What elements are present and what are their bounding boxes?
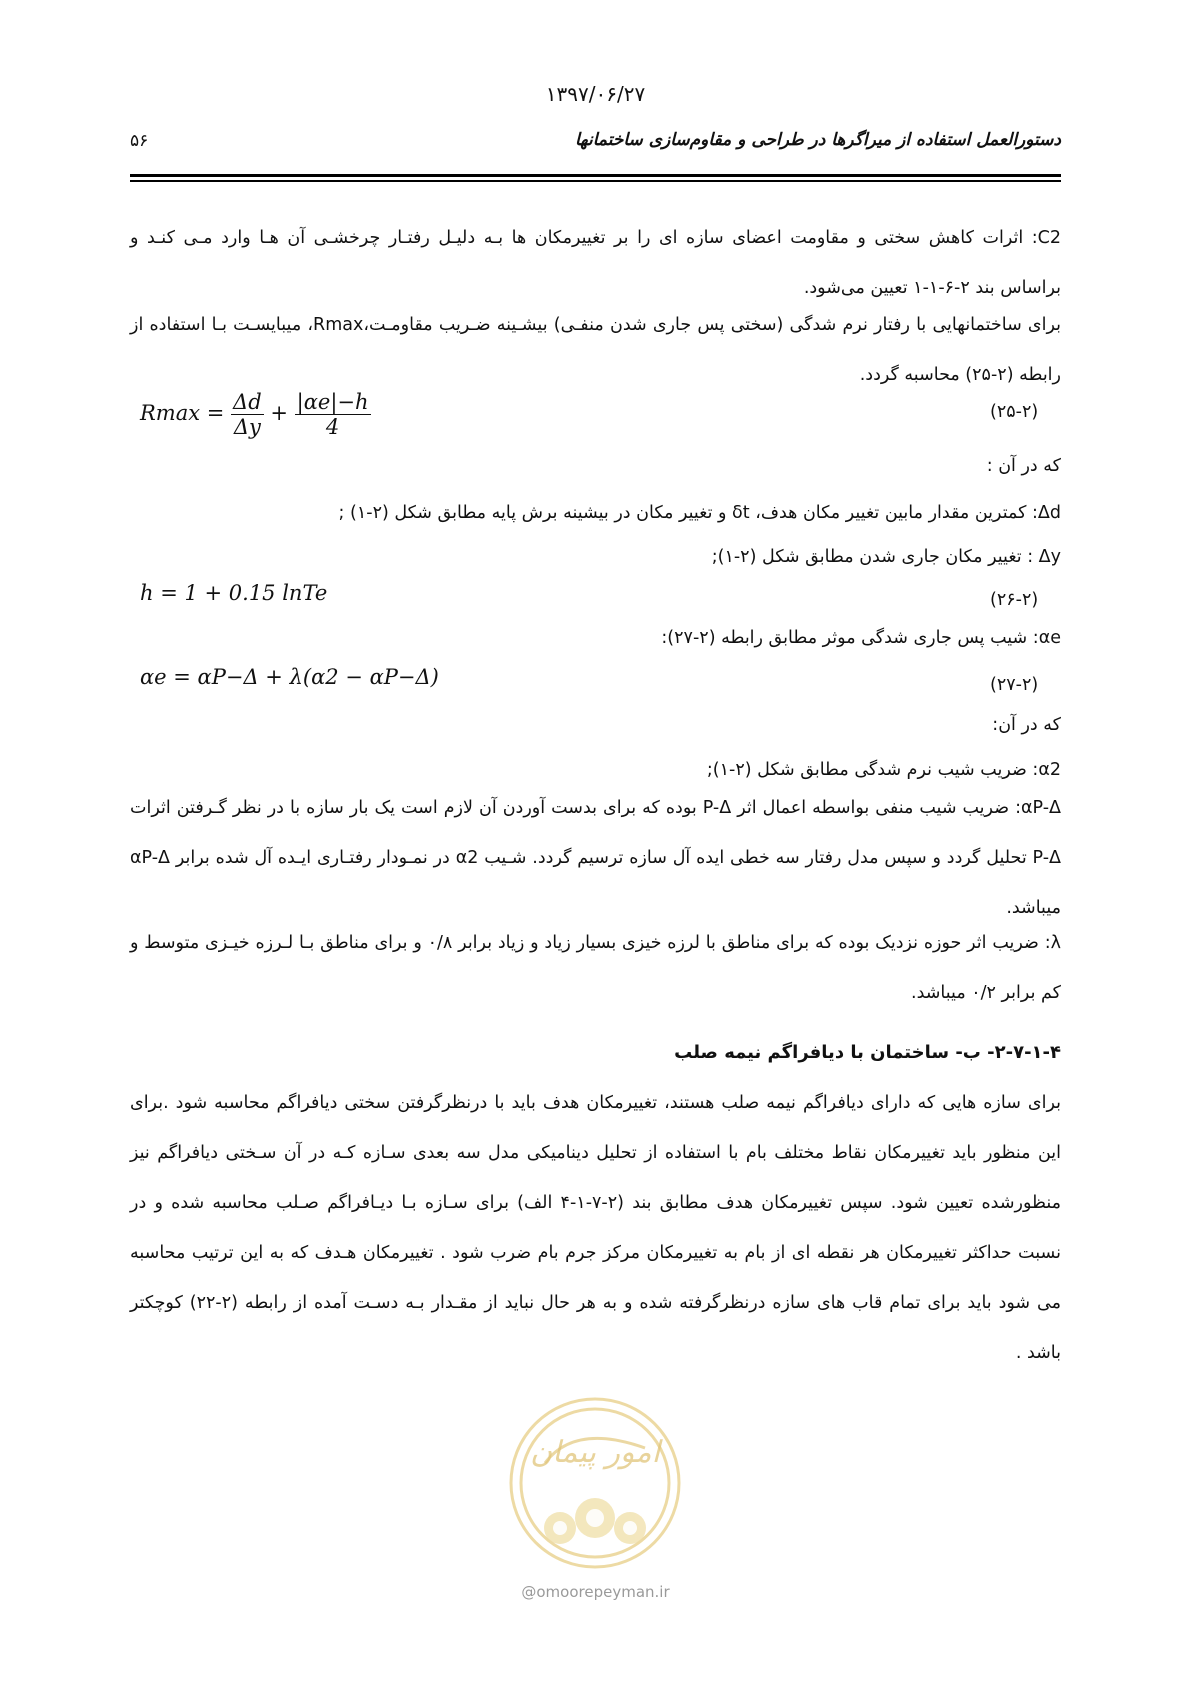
section-paragraph: برای سازه هایی که دارای دیافراگم نیمه صلب هستند، تغییرمکان هدف باید با درنظرگرفتن سختی دیافراگم محاسبه شود .برای این منظور باید تغییرمکان نقاط مختلف بام با استفاده از تحلیل دینامیکی مدل سه بعدی سـازه کـه در آن سـختی دیافراگم نیز منظورشده تعیین شود. سپس تغییرمکان هدف مطابق بند (۲-۷-۱-۴ الف) برای سـازه بـا دیـافراگم صـلب محاسبه شده و در نسبت حداکثر تغییرمکان هر نقطه ای از بام به تغییرمکان مرکز جرم بام ضرب شود . تغییرمکان هـدف که به این ترتیب محاسبه می شود باید برای تمام قاب های سازه درنظرگرفته شده و به هر حال نباید از مقـدار بـه دسـت آمده از رابطه (۲-۲۲) کوچکتر باشد . — [130, 1093, 1061, 1363]
alpha-p-delta-definition: αP-Δ: ضریب شیب منفی بواسطه اعمال اثر P-Δ بوده که برای بدست آوردن آن لازم است یک بار سازه با در نظر گـرفتن اثرات P-Δ تحلیل گردد و سپس مدل رفتار سه خطی ایده آل سازه ترسیم گردد. شـیب α2 در نمـودار رفتـاری ایـده آل شده برابر αP-Δ میباشد. — [130, 798, 1061, 918]
equation-25-label: (۲۵-۲) — [990, 402, 1039, 422]
eq25-frac2-den: 4 — [325, 415, 340, 439]
header-rule-thin — [130, 180, 1061, 182]
equation-26: h = 1 + 0.15 lnTe — [140, 581, 328, 605]
page-number: ۵۶ — [130, 131, 149, 151]
equation-25 — [140, 390, 371, 439]
equation-27: αe = αP−Δ + λ(α2 − αP−Δ) — [140, 665, 439, 689]
watermark-url: @omoorepeyman.ir — [521, 1583, 670, 1601]
eq25-fraction-2 — [295, 390, 371, 439]
eq25-frac1-num: Δd — [233, 390, 262, 414]
delta-y-definition: Δy : تغییر مکان جاری شدن مطابق شکل (۲-۱); — [711, 547, 1061, 567]
eq25-plus: + — [270, 401, 288, 425]
where-label-1: که در آن : — [986, 456, 1061, 476]
rmax-intro: برای ساختمانهایی با رفتار نرم شدگی (سختی پس جاری شدن منفـی) بیشـینه ضـریب مقاومـت،Rmax، میبایسـت بـا استفاده از رابطه (۲-۲۵) محاسبه گردد. — [130, 315, 1061, 385]
watermark-logo — [505, 1393, 685, 1573]
c2-definition: C2: اثرات کاهش سختی و مقاومت اعضای سازه ای را بر تغییرمکان ها بـه دلیـل رفتـار چرخشـی آن هـا وارد مـی کنـد و براساس بند ۲-۶-۱-۱ تعیین می‌شود. — [130, 228, 1061, 298]
lambda-definition: λ: ضریب اثر حوزه نزدیک بوده که برای مناطق با لرزه خیزی بسیار زیاد و زیاد برابر ۰/۸ و برای مناطق بـا لـرزه خیـزی متوسط و کم برابر ۰/۲ میباشد. — [130, 933, 1061, 1003]
alpha-e-definition: αe: شیب پس جاری شدگی موثر مطابق رابطه (۲-۲۷): — [661, 628, 1061, 648]
eq25-frac1-den: Δy — [233, 415, 261, 439]
alpha-2-definition: α2: ضریب شیب نرم شدگی مطابق شکل (۲-۱); — [706, 760, 1061, 780]
eq25-frac2-num: |αe|−h — [296, 390, 369, 414]
equation-26-label: (۲۶-۲) — [990, 590, 1039, 610]
equation-27-label: (۲۷-۲) — [990, 675, 1039, 695]
gear-seal-icon — [505, 1393, 685, 1573]
header-rule-thick — [130, 174, 1061, 177]
where-label-2: که در آن: — [992, 715, 1061, 735]
section-heading: ۲-۷-۱-۴- ب- ساختمان با دیافراگم نیمه صلب — [674, 1042, 1061, 1063]
delta-d-definition: Δd: کمترین مقدار مابین تغییر مکان هدف، δt و تغییر مکان در بیشینه برش پایه مطابق شکل (۲-۱) ; — [338, 503, 1061, 523]
eq25-fraction-1 — [231, 390, 264, 439]
document-title: دستورالعمل استفاده از میراگرها در طراحی و مقاوم‌سازی ساختمانها — [574, 130, 1061, 150]
watermark-logo-text: امور پیمان — [530, 1435, 660, 1470]
eq25-lhs: Rmax = — [140, 401, 225, 425]
page-date: ۱۳۹۷/۰۶/۲۷ — [545, 82, 646, 106]
